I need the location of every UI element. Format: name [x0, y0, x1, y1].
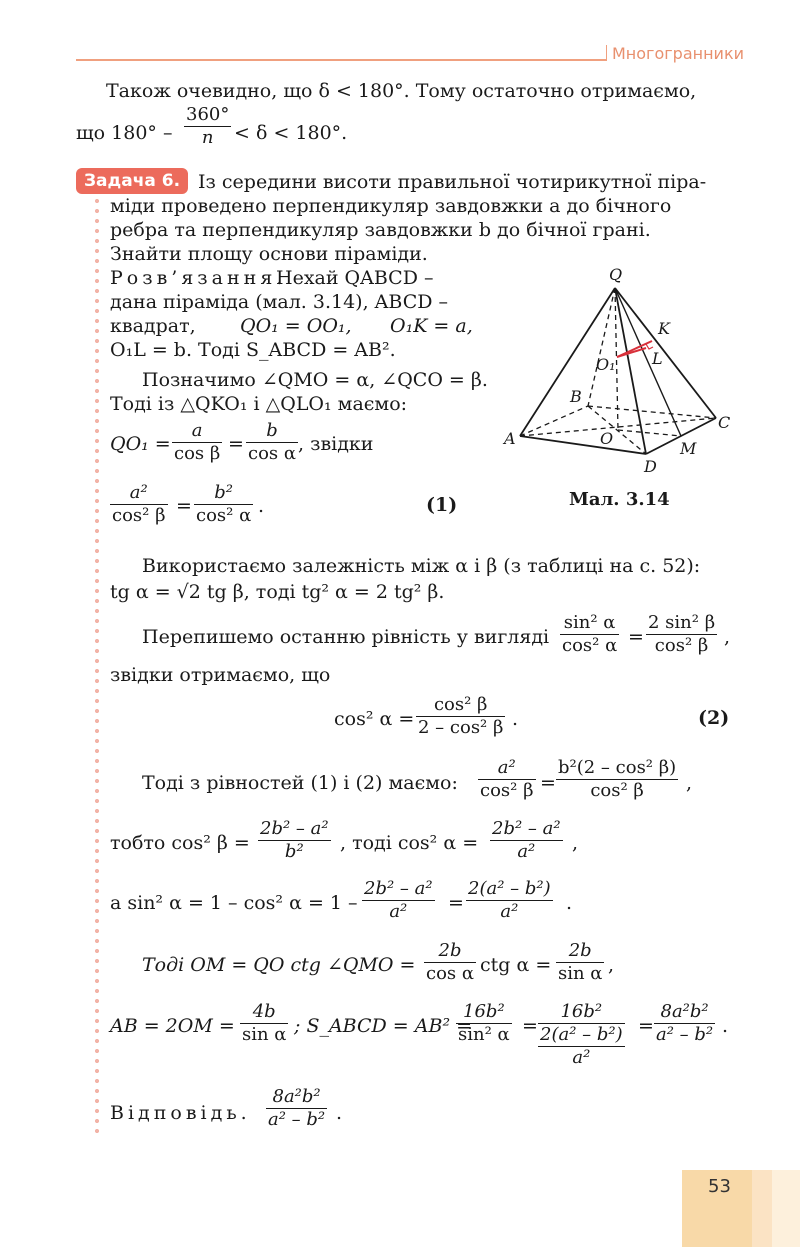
segment-OM: [618, 430, 681, 436]
comma: ,: [724, 626, 731, 648]
eq-sign: =: [448, 892, 464, 914]
rewrite-frac-1: [560, 612, 619, 657]
eq2-label: (2): [698, 707, 730, 729]
then-frac-1: [478, 757, 536, 802]
eq2-frac: [416, 694, 505, 739]
solution-line-3b: QO₁ = OO₁,: [240, 315, 352, 337]
edge-QD: [615, 288, 646, 454]
om-frac-1-den: cos α: [426, 963, 475, 984]
period: .: [336, 1102, 343, 1124]
eq-sign: =: [540, 772, 556, 794]
solution-heading: Розв’язання.: [110, 267, 287, 289]
sin-frac-2: [466, 878, 553, 923]
rewrite-frac-2-num: 2 sin² β: [648, 612, 716, 633]
ab-frac-2: [456, 1001, 512, 1046]
qo-frac-1: [172, 420, 222, 465]
page-number: 53: [708, 1176, 731, 1197]
rewrite-text: Перепишемо останню рівність у вигляді: [142, 626, 550, 648]
ab-frac-4-num: 8a²b²: [660, 1001, 709, 1022]
label-O1: O₁: [596, 355, 616, 374]
label-A: A: [504, 429, 516, 448]
from-text: звідки отримаємо, що: [110, 664, 331, 686]
chapter-title: Многогранники: [612, 44, 744, 63]
ie-frac-1-num: 2b² – a²: [260, 818, 329, 839]
task-line-3: ребра та перпендикуляр завдовжки b до бічної грані.: [110, 219, 651, 241]
label-D: D: [644, 457, 657, 476]
om-text-a: Тоді OM = QO ctg ∠QMO =: [142, 954, 416, 976]
solution-line-5: Позначимо ∠QMO = α, ∠QCO = β.: [142, 369, 488, 391]
period: .: [722, 1015, 729, 1037]
answer-label: Відповідь.: [110, 1102, 251, 1124]
page-corner-decoration: [682, 1170, 800, 1247]
eq1-period: .: [258, 495, 265, 517]
ab-frac-3-den-den: a²: [572, 1047, 591, 1068]
use-line-1: Використаємо залежність між α і β (з таблиці на с. 52):: [142, 555, 701, 577]
om-text-b: ctg α =: [480, 954, 552, 976]
ab-frac-2-num: 16b²: [463, 1001, 505, 1022]
ab-frac-3-num: 16b²: [560, 1001, 603, 1022]
om-frac-2-num: 2b: [568, 940, 592, 961]
answer-frac-num: 8a²b²: [272, 1086, 321, 1107]
rewrite-frac-1-num: sin² α: [563, 612, 616, 633]
rewrite-frac-2: [646, 612, 717, 657]
ie-frac-2-num: 2b² – a²: [492, 818, 561, 839]
period: .: [566, 892, 573, 914]
solution-line-3a: квадрат,: [110, 315, 196, 337]
comma: ,: [608, 954, 615, 976]
ab-frac-4: [654, 1001, 715, 1046]
ab-frac-1-den: sin α: [242, 1024, 287, 1045]
task-line-4: Знайти площу основи піраміди.: [110, 243, 428, 265]
solution-line-6: Тоді із △QKO₁ і △QLO₁ маємо:: [110, 393, 408, 415]
eq-sign: =: [176, 495, 192, 517]
margin-dots: [95, 196, 99, 1136]
eq-sign: =: [228, 433, 244, 455]
solution-line-4: O₁L = b. Тоді S_ABCD = AB².: [110, 339, 396, 361]
qo-frac-2: [246, 420, 298, 465]
label-Q: Q: [609, 265, 623, 284]
eq-sign: =: [628, 626, 644, 648]
qo-frac-1-num: a: [191, 420, 203, 441]
edge-AD: [520, 436, 646, 454]
task-line-2: міди проведено перпендикуляр завдовжки a до бічного: [110, 195, 672, 217]
sin-frac-2-den: a²: [466, 900, 553, 923]
ab-frac-3: [538, 1001, 625, 1069]
then-frac-1-num: a²: [497, 757, 516, 778]
ie-text-a: тобто cos² β =: [110, 832, 250, 854]
sin-frac-1-num: 2b² – a²: [364, 878, 433, 899]
task-badge: Задача 6.: [76, 168, 188, 194]
comma: ,: [686, 772, 693, 794]
intro-line-1: Також очевидно, що δ < 180°. Тому остаточно отримаємо,: [106, 80, 697, 102]
eq-sign: =: [522, 1015, 538, 1037]
ie-text-b: , тоді cos² α =: [340, 832, 479, 854]
sin-text: а sin² α = 1 – cos² α = 1 –: [110, 892, 358, 914]
label-L: L: [652, 349, 663, 368]
ab-text-b: ; S_ABCD = AB² =: [294, 1015, 473, 1037]
eq2-period: .: [512, 708, 519, 730]
om-frac-1: [424, 940, 476, 985]
ie-frac-2: [490, 818, 563, 863]
label-C: C: [718, 413, 731, 432]
eq-sign: =: [638, 1015, 654, 1037]
header-rule: [76, 59, 606, 61]
ab-frac-3-den-num: 2(a² – b²): [540, 1024, 623, 1045]
solution-line-2: дана піраміда (мал. 3.14), ABCD –: [110, 291, 449, 313]
ab-frac-4-den: a² – b²: [656, 1024, 714, 1045]
intro-frac-den: n: [184, 126, 231, 149]
comma: ,: [572, 832, 579, 854]
then-frac-1-den: cos² β: [480, 780, 534, 801]
qo-tail: , звідки: [298, 433, 374, 455]
solution-line-1: Нехай QABCD –: [276, 267, 434, 289]
qo-frac-1-den: cos β: [174, 443, 221, 464]
rewrite-frac-2-den: cos² β: [646, 634, 717, 657]
ab-frac-2-den: sin² α: [458, 1024, 510, 1045]
label-K: K: [658, 319, 670, 338]
qo-frac-2-num: b: [266, 420, 278, 441]
sin-frac-1-den: a²: [362, 900, 435, 923]
use-line-2: tg α = √2 tg β, тоді tg² α = 2 tg² β.: [110, 581, 445, 603]
intro-line-2-prefix: що 180° –: [76, 122, 173, 144]
eq1-frac-1-num: a²: [129, 482, 148, 503]
eq1-frac-1-den: cos² β: [112, 505, 166, 526]
answer-frac: [266, 1086, 327, 1131]
ab-frac-1: [240, 1001, 288, 1046]
answer-frac-den: a² – b²: [268, 1109, 326, 1130]
intro-line-2-suffix: < δ < 180°.: [234, 122, 348, 144]
intro-fraction: [184, 104, 231, 149]
qo-frac-2-den: cos α: [248, 443, 297, 464]
label-M: M: [680, 439, 697, 458]
intro-frac-num: 360°: [186, 104, 230, 125]
task-line-1: Із середини висоти правильної чотирикутної піра-: [198, 171, 707, 193]
ie-frac-2-den: a²: [490, 840, 563, 863]
header-rule-tick: [606, 45, 607, 61]
om-frac-1-num: 2b: [438, 940, 462, 961]
eq1-frac-2-num: b²: [214, 482, 233, 503]
then-frac-2-num: b²(2 – cos² β): [558, 757, 677, 778]
eq1-frac-2: [194, 482, 253, 527]
then-frac-2: [556, 757, 678, 802]
solution-line-3c: O₁K = a,: [390, 315, 473, 337]
ie-frac-1-den: b²: [258, 840, 331, 863]
ie-frac-1: [258, 818, 331, 863]
eq2-frac-num: cos² β: [433, 694, 488, 715]
rewrite-frac-1-den: cos² α: [562, 635, 618, 656]
eq1-frac-1: [110, 482, 168, 527]
eq1-label: (1): [426, 494, 458, 516]
ab-frac-1-num: 4b: [252, 1001, 276, 1022]
eq1-frac-2-den: cos² α: [196, 505, 252, 526]
ab-text-a: AB = 2OM =: [110, 1015, 235, 1037]
sin-frac-1: [362, 878, 435, 923]
then-frac-2-den: cos² β: [556, 779, 678, 802]
figure-caption: Мал. 3.14: [569, 489, 670, 510]
qo-lhs: QO₁ =: [110, 433, 171, 455]
then-text: Тоді з рівностей (1) і (2) маємо:: [142, 772, 458, 794]
om-frac-2: [556, 940, 604, 985]
label-B: B: [570, 387, 582, 406]
pyramid-figure: [490, 258, 740, 478]
sin-frac-2-num: 2(a² – b²): [468, 878, 551, 899]
edge-QB: [588, 288, 615, 406]
edge-BC: [588, 406, 716, 418]
om-frac-2-den: sin α: [558, 963, 603, 984]
eq2-lhs: cos² α =: [334, 708, 415, 730]
label-O: O: [600, 429, 614, 448]
eq2-frac-den: 2 – cos² β: [418, 717, 504, 738]
